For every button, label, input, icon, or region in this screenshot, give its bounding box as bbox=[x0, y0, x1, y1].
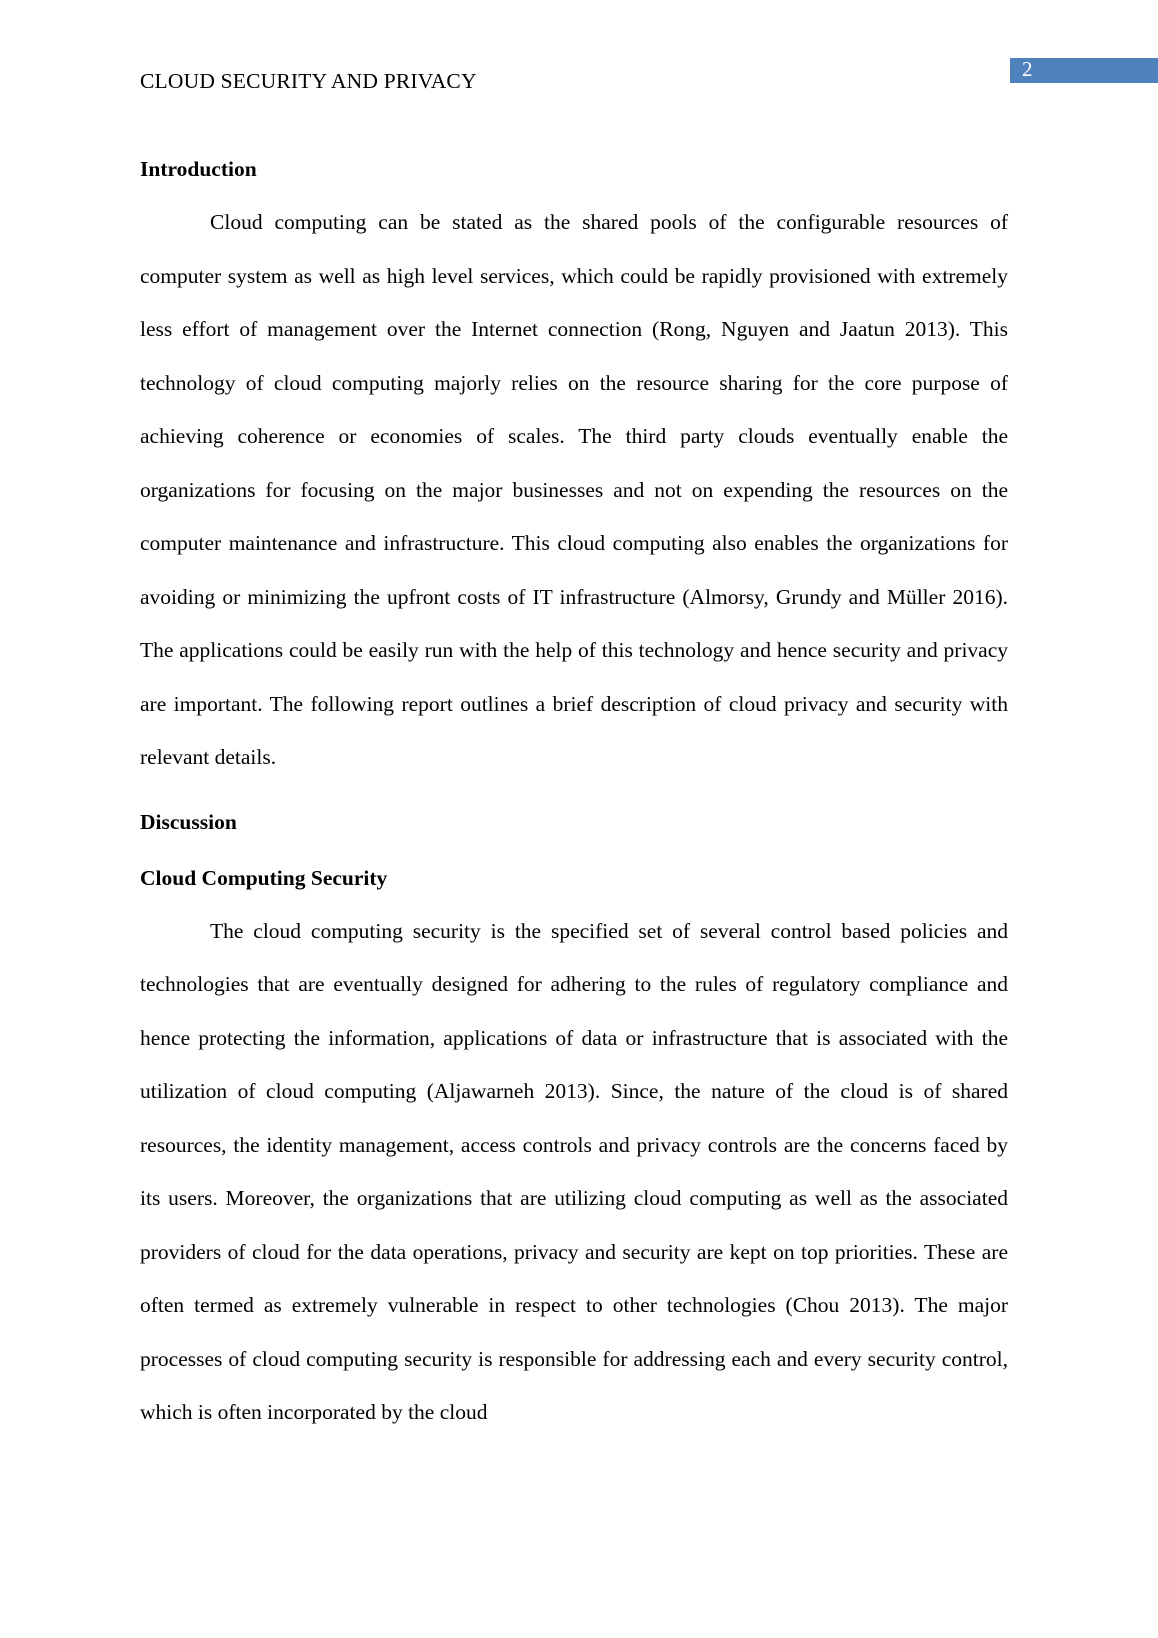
introduction-heading: Introduction bbox=[140, 157, 257, 181]
document-body bbox=[140, 156, 1008, 1440]
cloud-computing-security-paragraph: The cloud computing security is the specified set of several control based policies and technologies that are eventually designed for adhering to the rules of regulatory compliance and hence protecting the information, applications of data or infrastructure that is associated with the utilization of cloud computing (Aljawarneh 2013). Since, the nature of the cloud is of shared resources, the identity management, access controls and privacy controls are the concerns faced by its users. Moreover, the organizations that are utilizing cloud computing as well as the associated providers of cloud for the data operations, privacy and security are kept on top priorities. These are often termed as extremely vulnerable in respect to other technologies (Chou 2013). The major processes of cloud computing security is responsible for addressing each and every security control, which is often incorporated by the cloud bbox=[140, 918, 1008, 1424]
running-head: CLOUD SECURITY AND PRIVACY bbox=[140, 69, 477, 93]
page-number: 2 bbox=[1022, 57, 1033, 81]
discussion-heading: Discussion bbox=[140, 809, 237, 834]
cloud-computing-security-heading: Cloud Computing Security bbox=[140, 865, 388, 890]
introduction-paragraph: Cloud computing can be stated as the shared pools of the configurable resources of computer system as well as high level services, which could be rapidly provisioned with extremely less effort of management over the Internet connection (Rong, Nguyen and Jaatun 2013). This technology of cloud computing majorly relies on the resource sharing for the core purpose of achieving coherence or economies of scales. The third party clouds eventually enable the organizations for focusing on the major businesses and not on expending the resources on the computer maintenance and infrastructure. This cloud computing also enables the organizations for avoiding or minimizing the upfront costs of IT infrastructure (Almorsy, Grundy and Müller 2016). The applications could be easily run with the help of this technology and hence security and privacy are important. The following report outlines a brief description of cloud privacy and security with relevant details. bbox=[140, 210, 1008, 769]
